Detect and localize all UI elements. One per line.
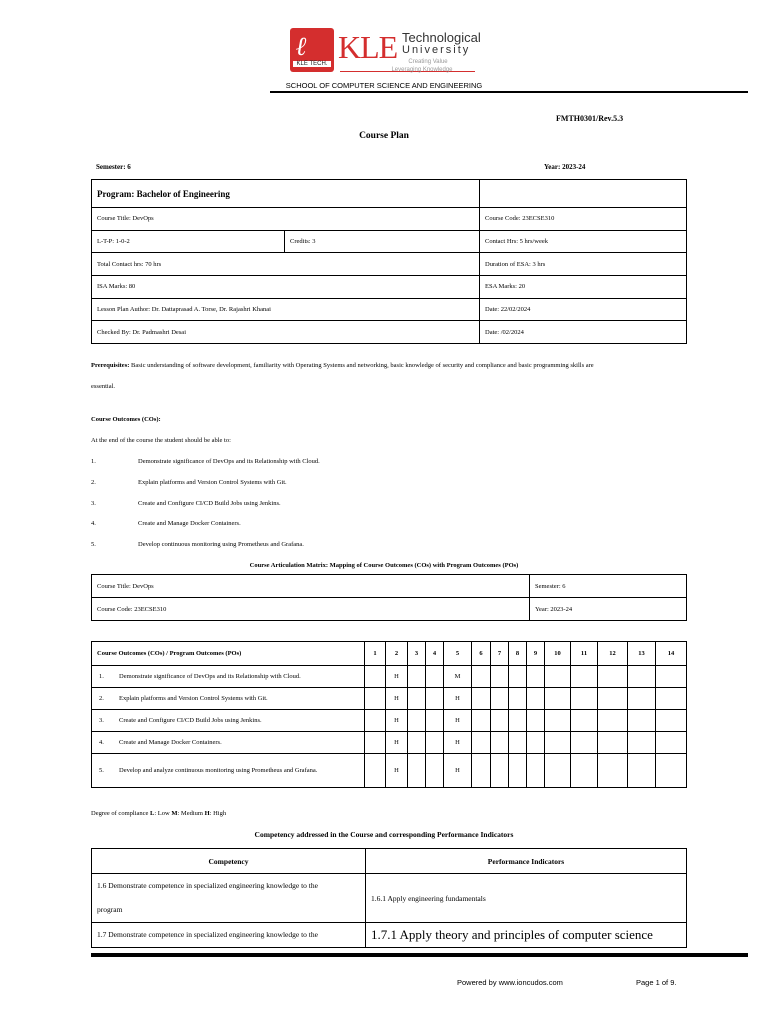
po-number-header: 11 <box>571 642 598 666</box>
po-number-header: 6 <box>472 642 491 666</box>
page-title: Course Plan <box>359 131 409 141</box>
matrix-row-number: 5. <box>99 767 104 774</box>
matrix-cell <box>628 666 656 688</box>
matrix-cell <box>527 666 545 688</box>
degree-high: : High <box>209 810 227 817</box>
footer-rule <box>91 953 748 957</box>
degree-l: L <box>150 810 155 817</box>
matrix-cell <box>656 688 687 710</box>
logo-word-university: University <box>402 44 471 56</box>
matrix-cell <box>491 688 509 710</box>
matrix-row-label <box>92 688 365 710</box>
program-table <box>91 179 687 344</box>
matrix-cell <box>491 710 509 732</box>
competency-cell <box>92 874 366 923</box>
matrix-cell <box>472 710 491 732</box>
po-number-header: 9 <box>527 642 545 666</box>
matrix-cell: H <box>444 688 472 710</box>
matrix-cell <box>656 732 687 754</box>
matrix-cell <box>408 754 426 788</box>
matrix-cell <box>571 666 598 688</box>
matrix-cell <box>598 732 628 754</box>
matrix-cell <box>509 732 527 754</box>
matrix-semester-cell: Semester: 6 <box>530 575 687 598</box>
matrix-cell <box>509 666 527 688</box>
po-number-header: 5 <box>444 642 472 666</box>
po-number-header: 12 <box>598 642 628 666</box>
matrix-course-title-cell: Course Title: DevOps <box>92 575 530 598</box>
matrix-cell <box>365 688 386 710</box>
matrix-cell: H <box>386 754 408 788</box>
degree-h: H <box>204 810 210 817</box>
logo-tagline-1: Creating Value <box>408 59 448 65</box>
matrix-cell <box>628 710 656 732</box>
po-number-header: 1 <box>365 642 386 666</box>
program-cell: Program: Bachelor of Engineering <box>92 180 480 208</box>
matrix-cell <box>365 710 386 732</box>
matrix-cell <box>426 754 444 788</box>
po-number-header: 7 <box>491 642 509 666</box>
competency-line: 1.6 Demonstrate competence in specialized engineering knowledge to the <box>97 881 318 890</box>
matrix-cell <box>472 666 491 688</box>
matrix-cell <box>598 754 628 788</box>
matrix-cell <box>628 688 656 710</box>
matrix-cell <box>365 754 386 788</box>
degree-of-compliance <box>91 810 226 817</box>
logo-badge <box>290 28 334 72</box>
course-outcomes-intro: At the end of the course the student should be able to: <box>91 437 231 444</box>
matrix-info-table <box>91 574 687 621</box>
matrix-cell <box>408 688 426 710</box>
year-label: Year: 2023-24 <box>544 163 586 171</box>
matrix-cell <box>408 710 426 732</box>
matrix-cell <box>491 666 509 688</box>
matrix-cell <box>365 666 386 688</box>
logo-word-technological: Technological <box>402 30 481 45</box>
matrix-cell: H <box>386 688 408 710</box>
po-number-header: 8 <box>509 642 527 666</box>
co-text: Explain platforms and Version Control Systems with Git. <box>138 479 287 486</box>
prerequisites-line-2: essential. <box>91 383 116 390</box>
competency-title: Competency addressed in the Course and corresponding Performance Indicators <box>254 830 514 839</box>
matrix-cell <box>656 754 687 788</box>
matrix-row-label <box>92 666 365 688</box>
ltp-cell: L-T-P: 1-0-2 <box>92 230 285 253</box>
co-number: 2. <box>91 479 96 486</box>
po-number-header: 2 <box>386 642 408 666</box>
logo-tagline-2: Leveraging Knowledge <box>391 67 453 73</box>
semester-label: Semester: 6 <box>96 163 131 171</box>
duration-esa-cell: Duration of ESA: 3 hrs <box>480 253 687 276</box>
matrix-cell: H <box>444 754 472 788</box>
matrix-row-text: Create and Configure CI/CD Build Jobs using Jenkins. <box>119 717 262 724</box>
matrix-cell <box>571 710 598 732</box>
logo-name: KLE <box>338 29 398 65</box>
matrix-cell: H <box>386 710 408 732</box>
matrix-row-label <box>92 754 365 788</box>
competency-line: 1.7 Demonstrate competence in specialized engineering knowledge to the <box>97 930 318 939</box>
matrix-cell <box>426 688 444 710</box>
matrix-cell <box>527 754 545 788</box>
indicator-cell: 1.6.1 Apply engineering fundamentals <box>366 874 687 923</box>
footer-powered-by: Powered by www.ioncudos.com <box>457 978 563 987</box>
matrix-row-number: 2. <box>99 695 104 702</box>
degree-medium: : Medium <box>177 810 205 817</box>
course-outcomes-heading: Course Outcomes (COs): <box>91 416 161 423</box>
course-title-cell: Course Title: DevOps <box>92 208 480 231</box>
matrix-cell <box>491 754 509 788</box>
matrix-cell <box>628 754 656 788</box>
indicator-cell: 1.7.1 Apply theory and principles of computer science <box>366 923 687 948</box>
po-number-header: 4 <box>426 642 444 666</box>
matrix-cell <box>571 732 598 754</box>
po-number-header: 14 <box>656 642 687 666</box>
matrix-cell <box>527 710 545 732</box>
matrix-cell <box>598 688 628 710</box>
co-number: 5. <box>91 541 96 548</box>
matrix-cell <box>656 666 687 688</box>
degree-low: : Low <box>154 810 172 817</box>
header-rule <box>270 91 748 93</box>
matrix-row <box>92 732 687 754</box>
matrix-cell <box>472 688 491 710</box>
matrix-row-text: Demonstrate significance of DevOps and its Relationship with Cloud. <box>119 673 301 680</box>
po-number-header: 3 <box>408 642 426 666</box>
matrix-cell <box>491 732 509 754</box>
matrix-cell <box>472 754 491 788</box>
matrix-cell <box>527 688 545 710</box>
program-empty-cell <box>480 180 687 208</box>
matrix-cell <box>545 754 571 788</box>
matrix-cell: H <box>444 732 472 754</box>
matrix-cell <box>509 688 527 710</box>
matrix-row-number: 4. <box>99 739 104 746</box>
credits-cell: Credits: 3 <box>285 230 480 253</box>
isa-marks-cell: ISA Marks: 80 <box>92 276 480 299</box>
form-code: FMTH0301/Rev.5.3 <box>556 114 624 123</box>
matrix-row <box>92 710 687 732</box>
matrix-cell: M <box>444 666 472 688</box>
matrix-cell <box>509 754 527 788</box>
co-po-matrix <box>91 641 687 788</box>
matrix-row-number: 3. <box>99 717 104 724</box>
competency-line: program <box>97 905 123 914</box>
matrix-cell <box>527 732 545 754</box>
matrix-cell <box>472 732 491 754</box>
matrix-cell <box>509 710 527 732</box>
logo-badge-text: KLE TECH. <box>293 61 331 67</box>
po-number-header: 10 <box>545 642 571 666</box>
contact-hrs-cell: Contact Hrs: 5 hrs/week <box>480 230 687 253</box>
matrix-year-cell: Year: 2023-24 <box>530 598 687 621</box>
matrix-cell <box>598 710 628 732</box>
matrix-cell: H <box>386 732 408 754</box>
matrix-row-number: 1. <box>99 673 104 680</box>
matrix-header-label: Course Outcomes (COs) / Program Outcomes (POs) <box>92 642 365 666</box>
school-name: SCHOOL OF COMPUTER SCIENCE AND ENGINEERING <box>285 81 483 90</box>
logo-emblem-icon: ℓ <box>296 32 308 61</box>
matrix-row <box>92 754 687 788</box>
matrix-row <box>92 688 687 710</box>
matrix-title: Course Articulation Matrix: Mapping of Course Outcomes (COs) with Program Outcomes (POs) <box>249 562 519 569</box>
co-text: Develop continuous monitoring using Prometheus and Grafana. <box>138 541 304 548</box>
competency-header: Competency <box>92 849 366 874</box>
matrix-cell <box>545 732 571 754</box>
matrix-row <box>92 666 687 688</box>
checked-date-cell: Date: /02/2024 <box>480 321 687 344</box>
matrix-cell <box>545 710 571 732</box>
matrix-cell <box>365 732 386 754</box>
matrix-cell <box>571 688 598 710</box>
prerequisites-label: Prerequisites: <box>91 362 130 369</box>
matrix-cell <box>426 732 444 754</box>
prerequisites-line-1 <box>91 362 594 369</box>
matrix-row-label <box>92 732 365 754</box>
competency-table <box>91 848 687 948</box>
course-code-cell: Course Code: 23ECSE310 <box>480 208 687 231</box>
matrix-cell <box>545 666 571 688</box>
matrix-cell <box>408 732 426 754</box>
co-number: 4. <box>91 520 96 527</box>
matrix-row-label <box>92 710 365 732</box>
university-logo <box>290 28 490 78</box>
co-text: Create and Configure CI/CD Build Jobs using Jenkins. <box>138 500 281 507</box>
matrix-row-text: Explain platforms and Version Control Systems with Git. <box>119 695 268 702</box>
matrix-cell: H <box>444 710 472 732</box>
matrix-cell <box>426 710 444 732</box>
co-number: 1. <box>91 458 96 465</box>
footer-page-number: Page 1 of 9. <box>636 978 677 987</box>
total-contact-cell: Total Contact hrs: 70 hrs <box>92 253 480 276</box>
author-date-cell: Date: 22/02/2024 <box>480 298 687 321</box>
matrix-cell <box>545 688 571 710</box>
matrix-header-row <box>92 642 687 666</box>
po-number-header: 13 <box>628 642 656 666</box>
competency-cell <box>92 923 366 948</box>
matrix-course-code-cell: Course Code: 23ECSE310 <box>92 598 530 621</box>
matrix-row-text: Create and Manage Docker Containers. <box>119 739 222 746</box>
matrix-cell <box>598 666 628 688</box>
prerequisites-text: Basic understanding of software development, familiarity with Operating Systems and networking, basic knowledge of security and compliance and basic programming skills are <box>129 362 594 369</box>
indicators-header: Performance Indicators <box>366 849 687 874</box>
author-cell: Lesson Plan Author: Dr. Dattaprasad A. Torse, Dr. Rajashri Khanai <box>92 298 480 321</box>
matrix-cell <box>408 666 426 688</box>
matrix-cell <box>571 754 598 788</box>
esa-marks-cell: ESA Marks: 20 <box>480 276 687 299</box>
matrix-cell: H <box>386 666 408 688</box>
co-number: 3. <box>91 500 96 507</box>
co-text: Demonstrate significance of DevOps and its Relationship with Cloud. <box>138 458 320 465</box>
co-text: Create and Manage Docker Containers. <box>138 520 241 527</box>
matrix-row-text: Develop and analyze continuous monitoring using Prometheus and Grafana. <box>119 767 318 774</box>
degree-prefix: Degree of compliance <box>91 810 151 817</box>
degree-m: M <box>171 810 178 817</box>
matrix-cell <box>628 732 656 754</box>
checked-by-cell: Checked By: Dr. Padmashri Desai <box>92 321 480 344</box>
matrix-cell <box>426 666 444 688</box>
matrix-cell <box>656 710 687 732</box>
